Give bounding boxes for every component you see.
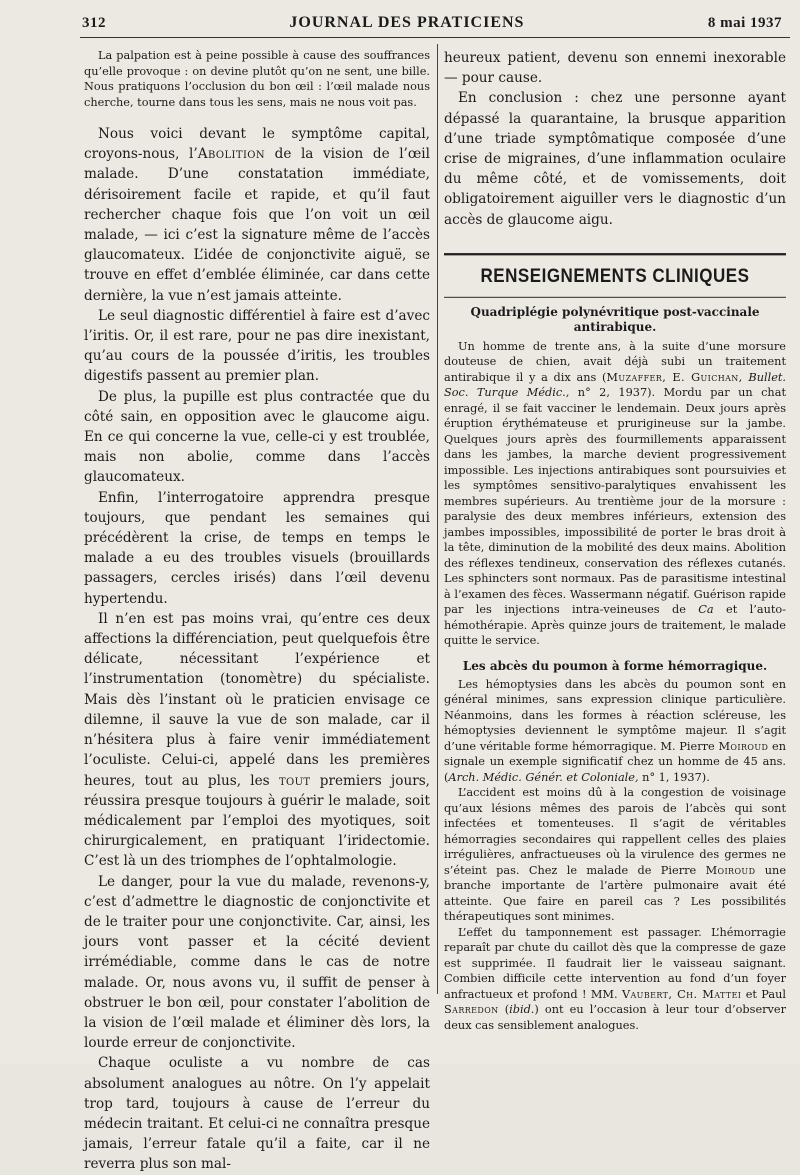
paragraph-continuation: heureux patient, devenu son ennemi inexorable — pour cause. [444, 50, 786, 87]
article-body-abces-3: L’effet du tamponnement est passager. L’hémorragie reparaît par chute du caillot dès que la compresse de gaze est supprimée. Il faudrait lier le vaisseau saignant. Combien difficile cette intervention au fond d’un foyer anfractueux et profond ! MM. Vaubert, Ch. Mattei et Paul Sarredon (ibid.) ont eu l’occasion à leur tour d’observer deux cas sensiblement analogues. [444, 925, 787, 1032]
author-sarredon: Sarredon [444, 1003, 499, 1017]
article-body-abces-1: Les hémoptysies dans les abcès du poumon sont en général minimes, sans expression clinique particulière. Néanmoins, dans les formes à réaction scléreuse, les hémoptysies deviennent le symptôme majeur. Il s’agit d’une véritable forme hémorragique. M. Pierre Moiroud en signale un exemple significatif chez un homme de 45 ans. (Arch. Médic. Génér. et Coloniale, n° 1, 1937). [444, 677, 786, 784]
author-moiroud-2: Moiroud [705, 863, 756, 877]
page-header [82, 10, 782, 36]
section-title: RENSEIGNEMENTS CLINIQUES [444, 253, 786, 298]
article-title-quadriplegie: Quadriplégie polynévritique post-vaccinale antirabique. [470, 304, 760, 334]
right-column [444, 48, 786, 1033]
tout-term: tout [278, 772, 311, 789]
journal-source-2: Arch. Médic. Génér. et Coloniale, [448, 770, 639, 784]
page-number: 312 [82, 14, 106, 31]
calcium-term: Ca [698, 603, 714, 617]
author-moiroud: Moiroud [718, 739, 769, 753]
paragraph-symptome-capital: Nous voici devant le symptôme capital, croyons-nous, l’Abolition de la vision de l’œil malade. D’une constatation immédiate, dérisoirement facile et rapide, et qu’il faut rechercher chaque fois que l’on voit un œil malade, — ici c’est la signature même de l’accès glaucomateux. L’idée de conjonctivite aiguë, se trouve en effet d’emblée éliminée, car dans cette dernière, la vue n’est jamais atteinte. [84, 126, 430, 304]
article-body-abces-2: L’accident est moins dû à la congestion de voisinage qu’aux lésions mêmes des parois de l’abcès qui sont infectées et tomenteuses. Il s’agit de véritables hémorragies secondaires qui rappellent celles des plaies irrégulières, anfractueuses où la virulence des germes ne s’éteint pas. Chez le malade de Pierre Moiroud une branche importante de l’artère pulmonaire avait été atteinte. Que faire en pareil cas ? Les possibilités thérapeutiques sont minimes. [444, 786, 786, 924]
intro-paragraph: La palpation est à peine possible à cause des souffrances qu’elle provoque : on devine plutôt qu’on ne sent, une bille. Nous pratiquons l’occlusion du bon œil : l’œil malade nous cherche, tourne dans tous les sens, mais ne nous voit pas. [84, 49, 430, 109]
article-body-quadriplegie: Un homme de trente ans, à la suite d’une morsure douteuse de chien, avait déjà subi un traitement antirabique il y a dix ans (Muzaffer, E. Guichan, Bullet. Soc. Turque Médic., n° 2, 1937). Mordu par un chat enragé, il se fait vacciner le lendemain. Deux jours après éruption érythémateuse et prurigineuse sur la jambe. Quelques jours après des fourmillements apparaissent dans les jambes, la marche devient progressivement impossible. Les injections antirabiques sont poursuivies et les symptômes sensitivo-paralytiques envahissent les membres supérieurs. Au trentième jour de la morsure : paralysie des deux membres inférieurs, extension des jambes impossibles, impossibilité de porter le bras droit à la tête, diminution de la mobilité des deux mains. Abolition des réflexes tendineux, conservation des réflexes cutanés. Les sphincters sont normaux. Pas de parasitisme intestinal à l’examen des fèces. Wassermann négatif. Guérison rapide par les injections intra-veineuses de Ca et l’auto-hémothérapie. Après quinze jours de traitement, le malade quitte le service. [444, 339, 787, 648]
journal-source: Bullet. Soc. Turque Médic., [444, 370, 787, 400]
column-divider [437, 44, 438, 994]
paragraph-oculiste: Chaque oculiste a vu nombre de cas absolument analogues au nôtre. On l’y appelait trop tard, toujours à cause de l’erreur du médecin traitant. Et celui-ci ne connaîtra presque jamais, l’erreur fatale qu’il a faite, car il ne reverra plus son mal- [84, 1055, 430, 1173]
journal-title: JOURNAL DES PRATICIENS [289, 14, 525, 31]
author-names: Muzaffer, E. Guichan, [606, 370, 743, 384]
issue-date: 8 mai 1937 [707, 14, 782, 31]
paragraph-interrogatoire: Enfin, l’interrogatoire apprendra presque toujours, que pendant les semaines qui précédèrent la crise, de temps en temps le malade a eu des troubles visuels (brouillards passagers, cercles irisés) dans l’œil devenu hypertendu. [84, 489, 430, 607]
abolition-term: Abolition [197, 146, 266, 163]
article-title-abces: Les abcès du poumon à forme hémorragique. [462, 658, 768, 673]
paragraph-differenciation: Il n’en est pas moins vrai, qu’entre ces deux affections la différenciation, peut quelquefois être délicate, nécessitant l’expérience et l’instrumentation (tonomètre) du spécialiste. Mais dès l’instant où le praticien envisage ce dilemne, il sauve la vue de son malade, car il n’hésitera plus à faire venir immédiatement l’oculiste. Celui-ci, appelé dans les premières heures, tout au plus, les tout premiers jours, réussira presque toujours à guérir le malade, soit médicalement par l’emploi des myotiques, soit chirurgicalement, en pratiquant l’iridectomie. C’est là un des triomphes de l’ophtalmologie. [84, 610, 431, 870]
paragraph-pupille: De plus, la pupille est plus contractée que du côté sain, en opposition avec le glaucome aigu. En ce qui concerne la vue, celle-ci y est troublée, mais non abolie, comme dans l’accès glaucomateux. [84, 388, 430, 486]
paragraph-iritis: Le seul diagnostic différentiel à faire est d’avec l’iritis. Or, il est rare, pour ne pas dire inexistant, qu’au cours de la poussée d’iritis, les troubles digestifs passent au premier plan. [84, 307, 430, 385]
paragraph-conclusion: En conclusion : chez une personne ayant dépassé la quarantaine, la brusque apparition d’une triade symptômatique composée d’une crise de migraines, d’une inflammation oculaire du même côté, et de vomissements, doit obligatoirement aiguiller vers le diagnostic d’un accès de glaucome aigu. [444, 90, 786, 228]
ibid-ref: ibid. [509, 1003, 535, 1017]
left-column [84, 48, 430, 1175]
authors-vaubert-mattei: Vaubert, Ch. Mattei [621, 987, 742, 1001]
paragraph-danger: Le danger, pour la vue du malade, revenons-y, c’est d’admettre le diagnostic de conjonctivite et de le traiter pour une conjonctivite. Car, ainsi, les jours vont passer et la cécité devient irrémédiable, comme dans le cas de notre malade. Or, nous avons vu, il suffit de penser à obstruer le bon œil, pour constater l’abolition de la vision de l’œil malade et éliminer dès lors, la lourde erreur de conjonctivite. [84, 873, 430, 1052]
header-rule [80, 37, 790, 38]
